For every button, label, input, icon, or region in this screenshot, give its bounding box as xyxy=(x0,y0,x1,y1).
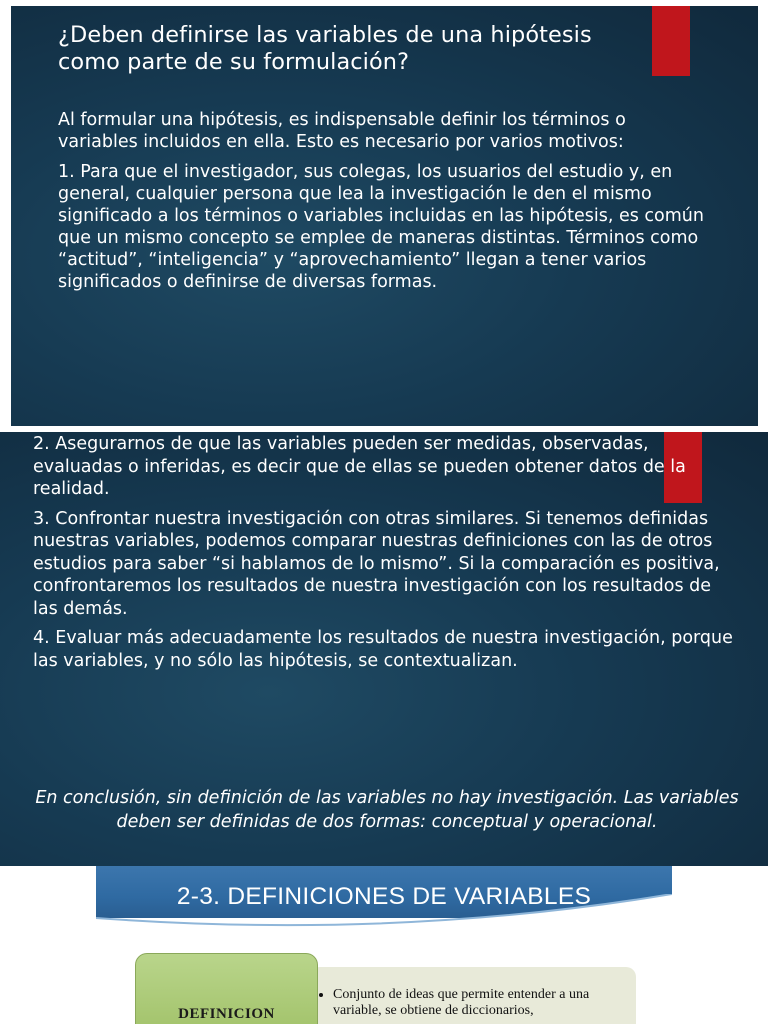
slide-3 xyxy=(0,866,768,1024)
slide-3-title: 2-3. DEFINICIONES DE VARIABLES xyxy=(176,883,592,910)
definition-label: DEFINICION xyxy=(178,1006,275,1022)
definition-bullets xyxy=(310,987,633,1019)
reason-item-3: 3. Confrontar nuestra investigación con otras similares. Si tenemos definidas nuestras variables, podemos comparar nuestras definiciones con las de otros estudios para saber “si hablamos de lo mismo”. Si la comparación es positiva, confrontaremos los resultados de nuestra investigación con los resultados de las demás. xyxy=(33,508,720,619)
reason-item-1: 1. Para que el investigador, sus colegas, los usuarios del estudio y, en general, cualquier persona que lea la investigación le den el mismo significado a los términos o variables incluidas en las hipótesis, es común que un mismo concepto se emplee de maneras distintas. Términos como “actitud”, “inteligencia” y “aprovechamiento” llegan a tener varios significados o definirse de diversas formas. xyxy=(58,162,704,292)
definition-box xyxy=(135,953,318,1024)
red-accent-bar xyxy=(652,6,690,76)
slide-2-body xyxy=(33,433,733,679)
intro-paragraph: Al formular una hipótesis, es indispensable definir los términos o variables incluidos en ella. Esto es necesario por varios motivos: xyxy=(58,110,626,152)
slide-1 xyxy=(11,6,758,426)
slide-2 xyxy=(0,432,768,866)
conclusion-text: En conclusión, sin definición de las variables no hay investigación. Las variables deben ser definidas de dos formas: conceptual y operacional. xyxy=(35,788,739,832)
definition-bullet-1: • Conjunto de ideas que permite entender a una variable, se obtiene de diccionarios, xyxy=(333,987,633,1019)
slide-1-body xyxy=(58,109,708,293)
reason-item-2: 2. Asegurarnos de que las variables pueden ser medidas, observadas, evaluadas o inferidas, es decir que de ellas se pueden obtener datos de la realidad. xyxy=(33,434,686,499)
slide-1-title: ¿Deben definirse las variables de una hipótesis como parte de su formulación? xyxy=(58,22,592,75)
reason-item-4: 4. Evaluar más adecuadamente los resultados de nuestra investigación, porque las variables, y no sólo las hipótesis, se contextualizan. xyxy=(33,628,733,671)
definition-card xyxy=(310,967,636,1024)
